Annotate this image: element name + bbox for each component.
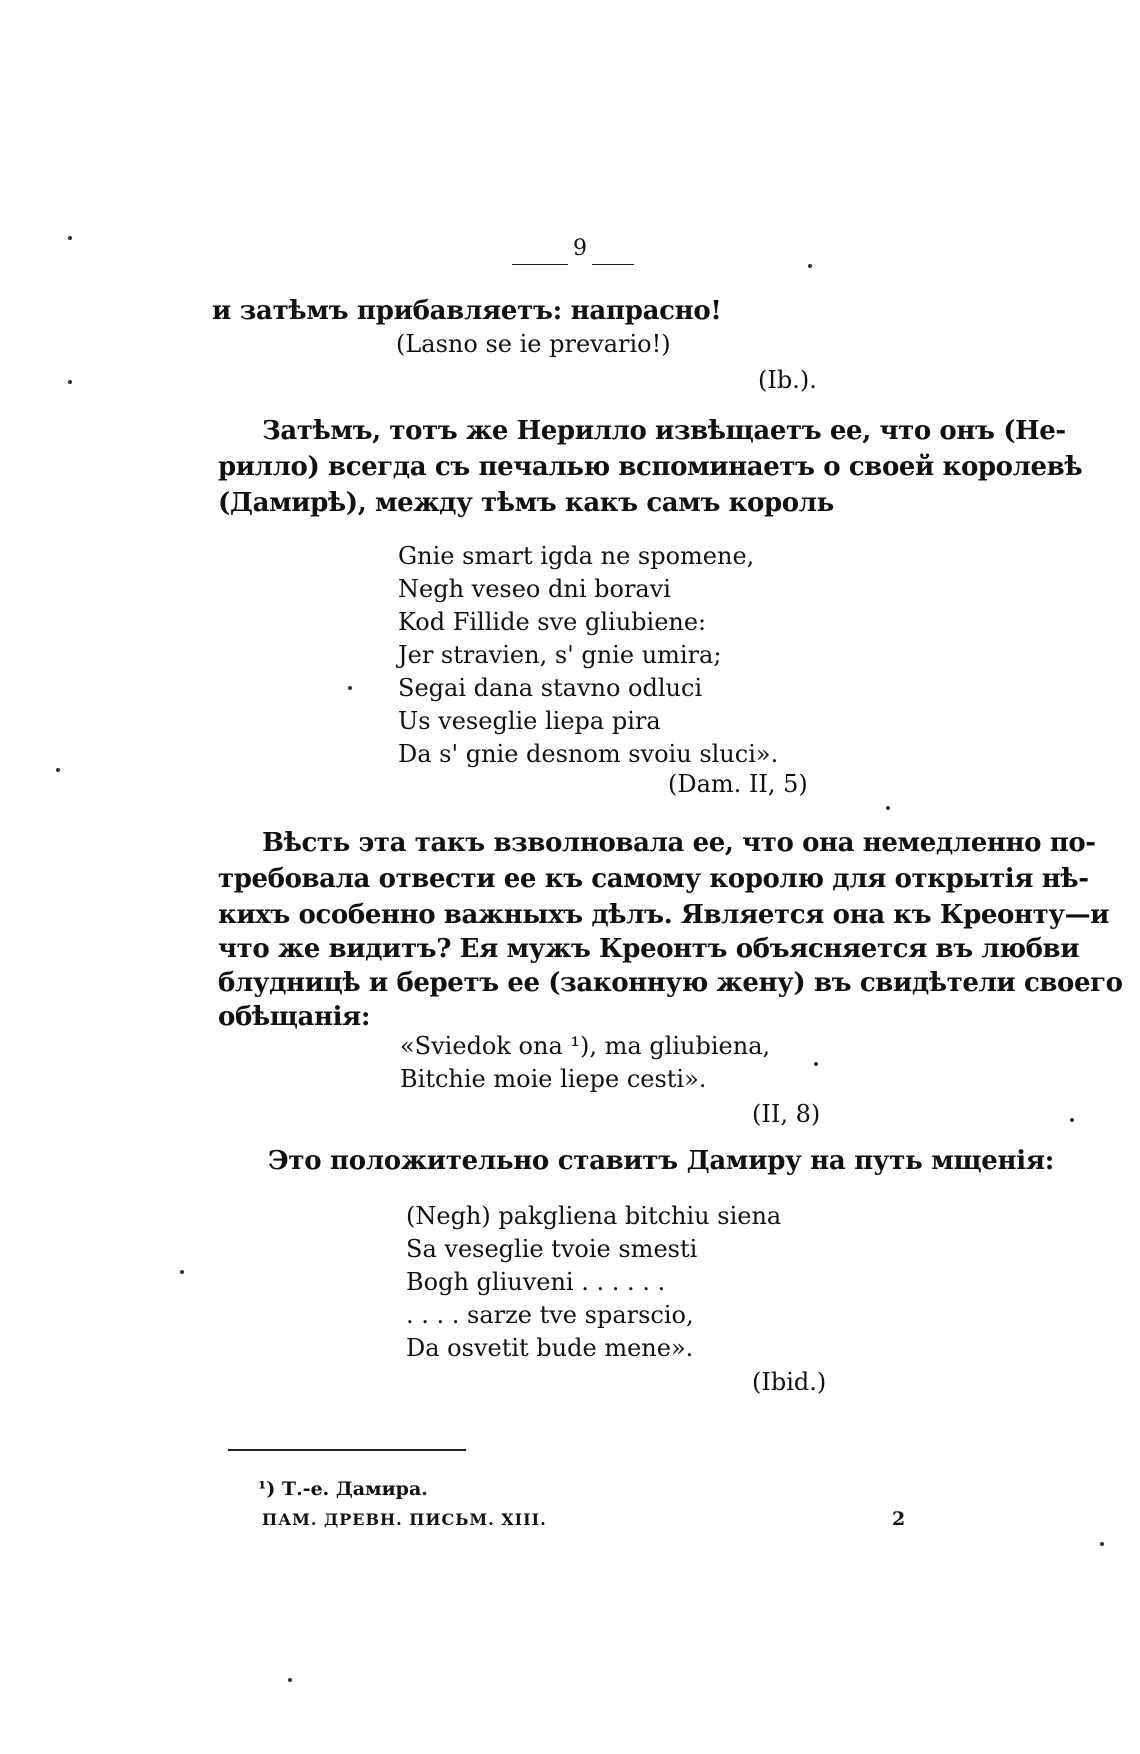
scan-speck	[288, 1678, 292, 1682]
scan-speck	[1100, 1542, 1104, 1546]
reference-4: (Ibid.)	[752, 1368, 827, 1396]
verse-3	[406, 1200, 781, 1365]
paragraph-line: (Дамирѣ), между тѣмъ какъ самъ король	[218, 488, 834, 518]
scan-speck	[68, 380, 72, 384]
paragraph-line: что же видитъ? Ея мужъ Креонтъ объясняется въ любви	[218, 934, 1080, 964]
scan-speck	[68, 236, 72, 240]
verse-1	[398, 540, 778, 771]
scan-speck	[808, 264, 812, 268]
verse-line: Da s' gnie desnom svoiu sluci».	[398, 740, 779, 768]
paragraph-line: рилло) всегда съ печалью вспоминаетъ о своей королевѣ	[218, 452, 1083, 482]
verse-line: «Sviedok ona ¹), ma gliubiena,	[400, 1032, 771, 1060]
page-number: 9	[573, 236, 587, 261]
reference-1: (Ib.).	[758, 366, 817, 394]
paragraph-line: Затѣмъ, тотъ же Нерилло извѣщаетъ ее, что онъ (Не-	[262, 416, 1066, 446]
verse-line: (Negh) pakgliena bitchiu siena	[406, 1202, 782, 1230]
scan-speck	[814, 1062, 818, 1066]
signature-mark: ПАМ. ДРЕВН. ПИСЬМ. XIII.	[262, 1510, 547, 1529]
footnote: ¹) Т.-е. Дамира.	[258, 1478, 428, 1500]
paragraph-line: Вѣсть эта такъ взволновала ее, что она немедленно по-	[262, 828, 1096, 858]
paragraph-line: блудницѣ и беретъ ее (законную жену) въ свидѣтели своего	[218, 968, 1123, 998]
quote-1: (Lasno se ie prevario!)	[396, 330, 671, 358]
verse-line: Bogh gliuveni . . . . . .	[406, 1268, 666, 1296]
verse-line: Sa veseglie tvoie smesti	[406, 1235, 698, 1263]
page-number-rule-left	[512, 264, 568, 265]
verse-line: . . . . sarze tve sparscio,	[406, 1301, 694, 1329]
scan-speck	[180, 1270, 184, 1274]
transition-line: Это положительно ставитъ Дамиру на путь мщенія:	[268, 1146, 1055, 1176]
reference-2: (Dam. II, 5)	[668, 770, 808, 798]
verse-line: Kod Fillide sve gliubiene:	[398, 608, 707, 636]
verse-line: Negh veseo dni boravi	[398, 575, 671, 603]
reference-3: (II, 8)	[752, 1100, 821, 1128]
verse-line: Jer stravien, s' gnie umira;	[398, 641, 722, 669]
scan-speck	[348, 686, 352, 690]
verse-line: Da osvetit bude mene».	[406, 1334, 694, 1362]
verse-line: Us veseglie liepa pira	[398, 707, 661, 735]
signature-number: 2	[892, 1508, 906, 1530]
paragraph-line: кихъ особенно важныхъ дѣлъ. Является она къ Креонту—и	[218, 900, 1110, 930]
opening-line: и затѣмъ прибавляетъ: напрасно!	[212, 296, 722, 326]
footnote-rule	[228, 1449, 466, 1451]
verse-2	[400, 1030, 770, 1096]
verse-line: Segai dana stavno odluci	[398, 674, 703, 702]
scan-speck	[56, 768, 60, 772]
paragraph-line: обѣщанія:	[218, 1002, 371, 1032]
scan-speck	[886, 806, 890, 810]
scan-speck	[1070, 1118, 1074, 1122]
page-number-rule-right	[592, 264, 634, 265]
verse-line: Bitchie moie liepe cesti».	[400, 1065, 707, 1093]
paragraph-line: требовала отвести ее къ самому королю для открытія нѣ-	[218, 864, 1089, 894]
verse-line: Gnie smart igda ne spomene,	[398, 542, 755, 570]
